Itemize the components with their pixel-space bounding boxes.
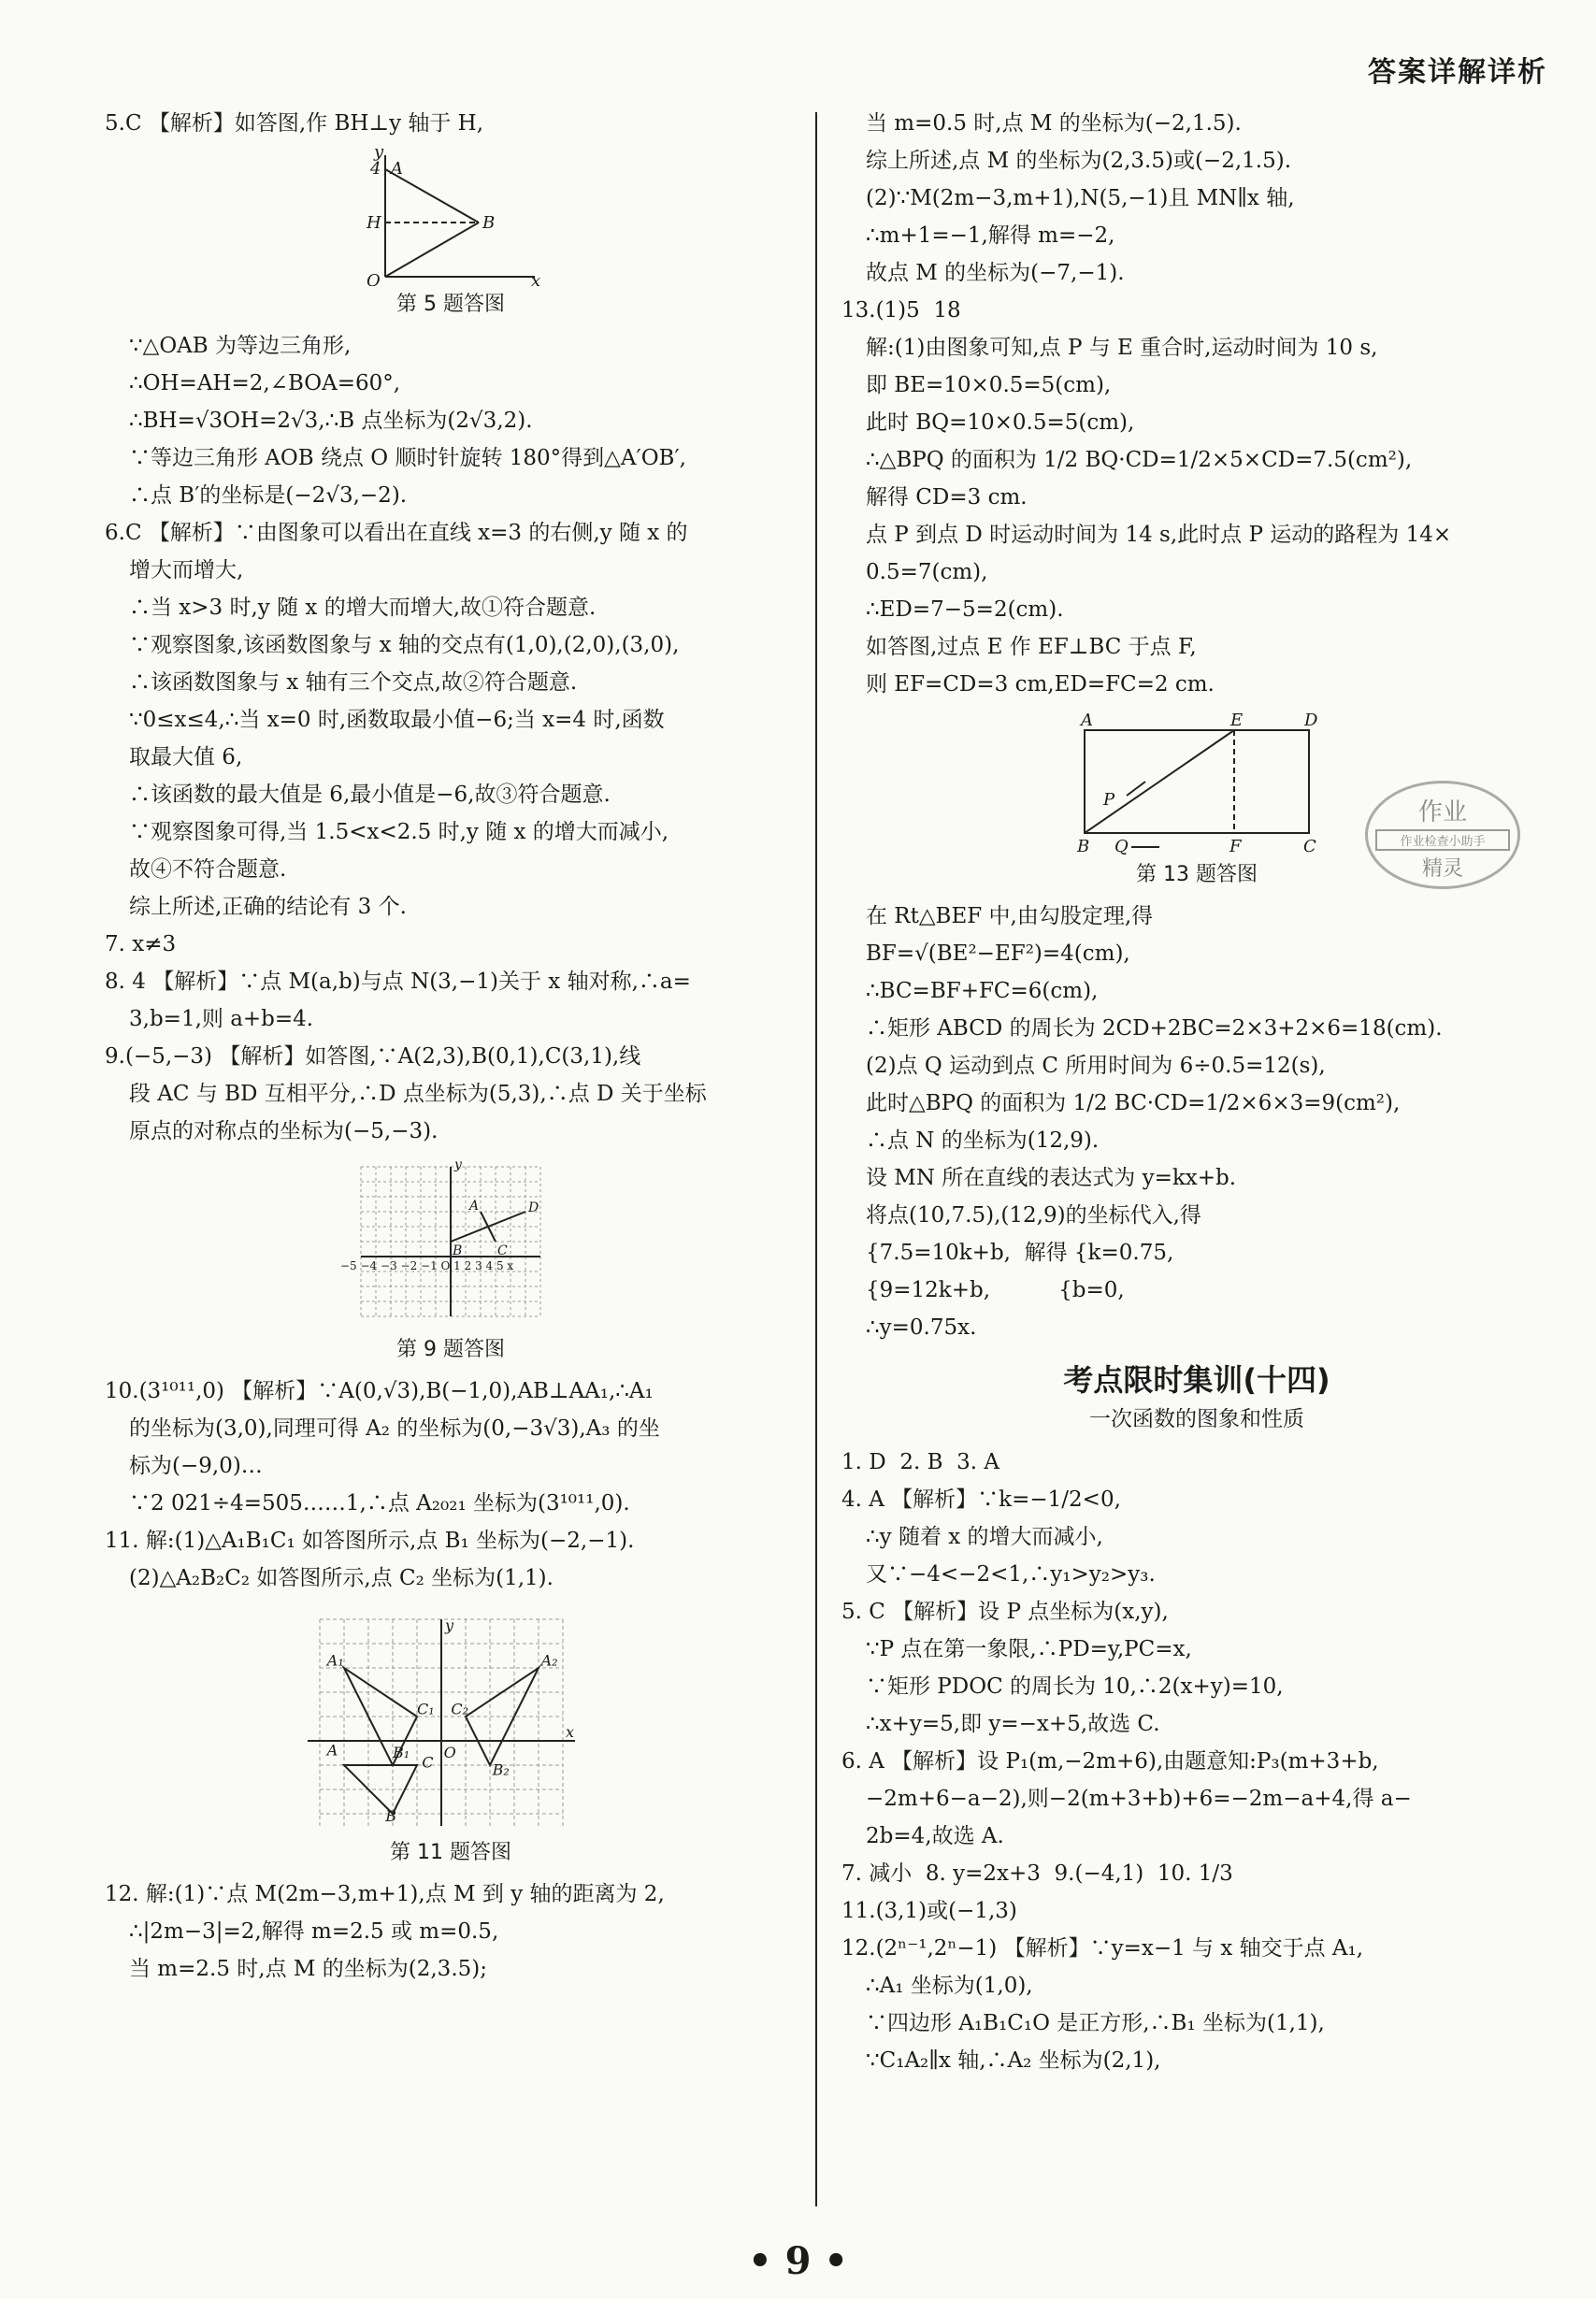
answer-line: ∴x+y=5,即 y=−x+5,故选 C. xyxy=(866,1712,1160,1736)
answer-line: 点 P 到点 D 时运动时间为 14 s,此时点 P 运动的路程为 14× xyxy=(866,523,1452,547)
answer-line: ∵矩形 PDOC 的周长为 10,∴2(x+y)=10, xyxy=(866,1674,1284,1699)
answer-line: 则 EF=CD=3 cm,ED=FC=2 cm. xyxy=(866,672,1215,697)
answer-line: ∴BH=√3OH=2√3,∴B 点坐标为(2√3,2). xyxy=(129,409,533,433)
label-a: A xyxy=(391,159,403,179)
rectangle-abcd xyxy=(1085,730,1309,833)
point-label: B₂ xyxy=(492,1760,510,1779)
point-label: C₁ xyxy=(417,1700,435,1718)
figure-caption: 第 9 题答图 xyxy=(396,1338,505,1361)
answer-line: 此时△BPQ 的面积为 1/2 BC·CD=1/2×6×3=9(cm²), xyxy=(866,1091,1401,1115)
left-column xyxy=(105,105,797,1988)
column-divider xyxy=(815,112,817,2206)
question-line: 10.(3¹⁰¹¹,0) 【解析】∵A(0,√3),B(−1,0),AB⊥AA₁,∴A₁ xyxy=(105,1379,654,1403)
answer-line: 综上所述,正确的结论有 3 个. xyxy=(129,895,407,919)
answer-line: 的坐标为(3,0),同理可得 A₂ 的坐标为(0,−3√3),A₃ 的坐 xyxy=(129,1416,660,1441)
question-line: 11.(3,1)或(−1,3) xyxy=(841,1899,1017,1923)
figure-11 xyxy=(105,1601,797,1872)
answer-line: ∴ED=7−5=2(cm). xyxy=(866,597,1064,622)
answer-line: ∴点 N 的坐标为(12,9). xyxy=(866,1128,1100,1153)
answer-line: ∴矩形 ABCD 的周长为 2CD+2BC=2×3+2×6=18(cm). xyxy=(866,1016,1443,1041)
answer-line: ∵2 021÷4=505……1,∴点 A₂₀₂₁ 坐标为(3¹⁰¹¹,0). xyxy=(129,1491,630,1516)
label-d: D xyxy=(528,1200,539,1215)
answer-line: (2)△A₂B₂C₂ 如答图所示,点 C₂ 坐标为(1,1). xyxy=(129,1566,554,1590)
answer-line: 如答图,过点 E 作 EF⊥BC 于点 F, xyxy=(866,635,1197,659)
answer-line: ∵等边三角形 AOB 绕点 O 顺时针旋转 180°得到△A′OB′, xyxy=(129,446,686,470)
answer-line: 当 m=0.5 时,点 M 的坐标为(−2,1.5). xyxy=(866,111,1242,136)
label-h: H xyxy=(367,213,381,233)
answer-line: ∴点 B′的坐标是(−2√3,−2). xyxy=(129,483,408,508)
label-x: x xyxy=(566,1723,575,1741)
answer-line: ∴y 随着 x 的增大而减小, xyxy=(866,1525,1103,1549)
answer-line: ∴OH=AH=2,∠BOA=60°, xyxy=(129,371,401,395)
point-label: C xyxy=(422,1753,434,1772)
answer-line: 即 BE=10×0.5=5(cm), xyxy=(866,373,1112,397)
point-label: B xyxy=(385,1806,396,1825)
header-title: 答案详解详析 xyxy=(1368,56,1547,89)
question-line: 4. A 【解析】∵k=−1/2<0, xyxy=(841,1487,1121,1512)
answer-line: (2)∵M(2m−3,m+1),N(5,−1)且 MN∥x 轴, xyxy=(866,186,1295,210)
label-a: A xyxy=(469,1199,480,1214)
answer-line: ∵观察图象可得,当 1.5<x<2.5 时,y 随 x 的增大而减小, xyxy=(129,820,669,844)
answer-line: ∴该函数图象与 x 轴有三个交点,故②符合题意. xyxy=(129,670,578,695)
label-q: Q xyxy=(1114,837,1129,856)
figure-caption: 第 11 题答图 xyxy=(390,1841,511,1864)
triangle-a2b2c2 xyxy=(466,1668,539,1765)
point-label: A₁ xyxy=(326,1651,344,1670)
answer-line: 解:(1)由图象可知,点 P 与 E 重合时,运动时间为 10 s, xyxy=(866,336,1378,360)
label-c: C xyxy=(497,1243,508,1258)
question-line: 1. D 2. B 3. A xyxy=(841,1450,999,1474)
answer-line: ∵P 点在第一象限,∴PD=y,PC=x, xyxy=(866,1637,1192,1661)
answer-line: ∴该函数的最大值是 6,最小值是−6,故③符合题意. xyxy=(129,783,611,807)
label-c: C xyxy=(1303,837,1316,856)
label-f: F xyxy=(1229,837,1242,856)
answer-line: 取最大值 6, xyxy=(129,745,243,769)
question-line: 7. 减小 8. y=2x+3 9.(−4,1) 10. 1/3 xyxy=(841,1861,1233,1886)
point-label: A xyxy=(326,1741,338,1760)
question-line: 9.(−5,−3) 【解析】如答图,∵A(2,3),B(0,1),C(3,1),线 xyxy=(105,1044,641,1069)
point-label: O xyxy=(443,1744,456,1762)
label-d: D xyxy=(1304,711,1318,730)
label-a: A xyxy=(1081,711,1093,730)
tick-labels: −5 −4 −3 −2 −1 O 1 2 3 4 5 x xyxy=(340,1259,514,1272)
label-b: B xyxy=(482,213,496,233)
answer-line: ∵四边形 A₁B₁C₁O 是正方形,∴B₁ 坐标为(1,1), xyxy=(866,2011,1325,2035)
figure-caption: 第 5 题答图 xyxy=(396,293,505,316)
answer-line: ∴BC=BF+FC=6(cm), xyxy=(866,979,1099,1003)
question-line: 5.C 【解析】如答图,作 BH⊥y 轴于 H, xyxy=(105,111,484,136)
answer-line: ∵0≤x≤4,∴当 x=0 时,函数取最小值−6;当 x=4 时,函数 xyxy=(129,708,665,732)
answer-line: 原点的对称点的坐标为(−5,−3). xyxy=(129,1119,439,1143)
point-label: C₂ xyxy=(451,1700,469,1718)
answer-line: ∴△BPQ 的面积为 1/2 BQ·CD=1/2×5×CD=7.5(cm²), xyxy=(866,448,1413,472)
answer-line: 段 AC 与 BD 互相平分,∴D 点坐标为(5,3),∴点 D 关于坐标 xyxy=(129,1082,707,1106)
answer-line: ∴y=0.75x. xyxy=(866,1315,977,1340)
label-o: O xyxy=(367,271,381,286)
page-number: • 9 • xyxy=(748,2239,848,2283)
answer-line: 又∵−4<−2<1,∴y₁>y₂>y₃. xyxy=(866,1562,1156,1587)
answer-line: 将点(10,7.5),(12,9)的坐标代入,得 xyxy=(866,1203,1201,1228)
question-line: 13.(1)5 18 xyxy=(841,298,961,323)
question-line: 8. 4 【解析】∵点 M(a,b)与点 N(3,−1)关于 x 轴对称,∴a= xyxy=(105,970,691,994)
answer-line: 当 m=2.5 时,点 M 的坐标为(2,3.5); xyxy=(129,1957,487,1981)
answer-line: 解得 CD=3 cm. xyxy=(866,485,1028,510)
segment-ob xyxy=(385,223,479,277)
label-4: 4 xyxy=(370,159,381,179)
label-y: y xyxy=(374,146,384,162)
figure-caption: 第 13 题答图 xyxy=(1136,863,1258,886)
figure-9-svg xyxy=(338,1154,563,1331)
question-line: 7. x≠3 xyxy=(105,932,177,956)
label-b: B xyxy=(1077,837,1090,856)
question-line: 6.C 【解析】∵由图象可以看出在直线 x=3 的右侧,y 随 x 的 xyxy=(105,521,688,545)
figure-5 xyxy=(105,146,797,323)
answer-line: (2)点 Q 运动到点 C 所用时间为 6÷0.5=12(s), xyxy=(866,1054,1326,1078)
label-e: E xyxy=(1230,711,1244,730)
answer-line: 设 MN 所在直线的表达式为 y=kx+b. xyxy=(866,1166,1237,1190)
answer-line: ∵C₁A₂∥x 轴,∴A₂ 坐标为(2,1), xyxy=(866,2048,1161,2073)
label-y: y xyxy=(454,1157,462,1172)
question-line: 12. 解:(1)∵点 M(2m−3,m+1),点 M 到 y 轴的距离为 2, xyxy=(105,1882,665,1906)
answer-line: {9=12k+b, {b=0, xyxy=(866,1278,1125,1302)
answer-line: 故④不符合题意. xyxy=(129,857,287,882)
answer-line: 综上所述,点 M 的坐标为(2,3.5)或(−2,1.5). xyxy=(866,149,1292,173)
label-y: y xyxy=(445,1616,454,1634)
figure-9 xyxy=(105,1154,797,1369)
section-title: 考点限时集训(十四) xyxy=(1063,1362,1330,1398)
answer-line: ∴当 x>3 时,y 随 x 的增大而增大,故①符合题意. xyxy=(129,596,597,620)
answer-line: 此时 BQ=10×0.5=5(cm), xyxy=(866,410,1135,435)
answer-line: 标为(−9,0)… xyxy=(129,1454,263,1478)
answer-line: ∵△OAB 为等边三角形, xyxy=(129,334,352,358)
section-subtitle: 一次函数的图象和性质 xyxy=(1089,1407,1304,1431)
answer-line: ∴A₁ 坐标为(1,0), xyxy=(866,1974,1033,1998)
answer-line: 增大而增大, xyxy=(129,558,244,582)
figure-13-svg xyxy=(1057,707,1337,856)
answer-line: {7.5=10k+b, 解得 {k=0.75, xyxy=(866,1241,1174,1265)
answer-line: 3,b=1,则 a+b=4. xyxy=(129,1007,314,1031)
segment-be xyxy=(1085,730,1234,833)
figure-5-svg xyxy=(357,146,544,286)
right-column xyxy=(841,105,1552,2079)
answer-line: ∴m+1=−1,解得 m=−2, xyxy=(866,223,1115,248)
question-line: 12.(2ⁿ⁻¹,2ⁿ−1) 【解析】∵y=x−1 与 x 轴交于点 A₁, xyxy=(841,1936,1364,1961)
answer-line: 故点 M 的坐标为(−7,−1). xyxy=(866,261,1125,285)
answer-line: 在 Rt△BEF 中,由勾股定理,得 xyxy=(866,904,1154,928)
label-x: x xyxy=(531,271,541,286)
question-line: 5. C 【解析】设 P 点坐标为(x,y), xyxy=(841,1600,1169,1624)
figure-11-svg xyxy=(301,1601,600,1834)
label-p: P xyxy=(1103,790,1115,810)
answer-line: 2b=4,故选 A. xyxy=(866,1824,1004,1848)
answer-line: 0.5=7(cm), xyxy=(866,560,988,584)
label-b: B xyxy=(453,1243,463,1258)
answer-line: ∴|2m−3|=2,解得 m=2.5 或 m=0.5, xyxy=(129,1919,499,1944)
point-label: A₂ xyxy=(540,1651,558,1670)
watermark-stamp: 作业 作业检查小助手 精灵 xyxy=(1365,781,1520,889)
question-line: 11. 解:(1)△A₁B₁C₁ 如答图所示,点 B₁ 坐标为(−2,−1). xyxy=(105,1529,635,1553)
answer-line: BF=√(BE²−EF²)=4(cm), xyxy=(866,941,1130,966)
answer-line: −2m+6−a−2),则−2(m+3+b)+6=−2m−a+4,得 a− xyxy=(866,1787,1412,1811)
answer-line: ∵观察图象,该函数图象与 x 轴的交点有(1,0),(2,0),(3,0), xyxy=(129,633,680,657)
point-label: B₁ xyxy=(393,1744,410,1762)
question-line: 6. A 【解析】设 P₁(m,−2m+6),由题意知:P₃(m+3+b, xyxy=(841,1749,1379,1774)
